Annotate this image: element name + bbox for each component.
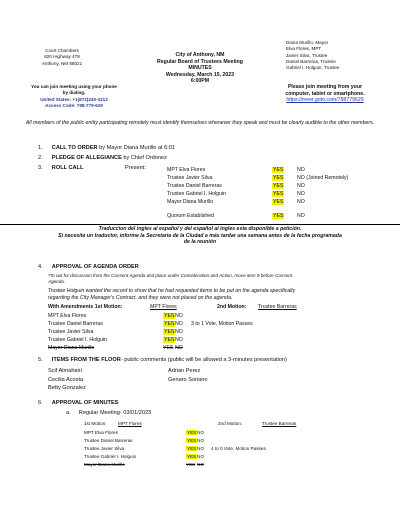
sub-item-title: Regular Meeting- 03/01/2023 — [78, 410, 152, 416]
yes-mark: YES — [187, 430, 197, 435]
no-mark: NO — [175, 321, 183, 327]
no-mark: NO — [297, 199, 305, 205]
meeting-name: Regular Board of Trustees Meeting — [157, 58, 243, 65]
item-title: ROLL CALL — [51, 165, 84, 171]
yes-mark: YES — [164, 337, 175, 343]
minutes-first-motion: MPT Flores — [118, 421, 142, 426]
yes-mark: YES — [273, 191, 284, 197]
item-text: by Mayor Diana Murillo at 6:01 — [99, 145, 176, 151]
public-comments-heading — [38, 357, 287, 364]
no-mark: NO — [297, 167, 305, 173]
speaker-name: Scif Almahairi — [48, 368, 82, 374]
no-mark: NO — [175, 329, 183, 335]
member-name: MPT Elva Flores — [167, 167, 206, 173]
computer-join-text: computer, tablet or smartphone. — [285, 90, 365, 97]
divider — [0, 224, 400, 225]
computer-join-text: Please join meeting from your — [287, 84, 363, 90]
phone-join-text: by dialing. — [62, 90, 86, 96]
official: Diana Murillo, Mayor — [286, 40, 329, 45]
agenda-motion-label: With Amendments 1st Motion: — [48, 304, 123, 310]
member-name: Trustee Daniel Barreras — [167, 183, 222, 189]
yes-mark: YES — [273, 175, 284, 181]
translation-line: Traduccion del ingles al español y del español al ingles esta disponible a petición. — [98, 226, 302, 232]
member-name: Trustee Daniel Barreras — [48, 321, 103, 327]
member-name: MPT Elva Flores — [84, 430, 118, 435]
member-name: Trustee Javier Silva — [167, 175, 213, 181]
official: Daniel Barreras, Trustee — [286, 58, 336, 64]
item-title: ITEMS FROM THE FLOOR — [51, 357, 121, 363]
member-name: Trustee Daniel Barreras — [84, 438, 133, 443]
sub-item-letter: a. — [66, 410, 71, 416]
no-mark: NO — [197, 438, 204, 443]
phone-number[interactable]: United States: +1(872)240-3212 — [40, 96, 108, 102]
computer-join-block — [252, 84, 398, 104]
speakers-right — [168, 367, 268, 384]
quorum-label: Quorum Established — [167, 213, 214, 219]
no-mark: NO — [297, 183, 305, 189]
item-number: 5. — [38, 357, 43, 363]
yes-mark: YES — [164, 329, 175, 335]
member-name: Trustee Gabriel I. Holguin — [167, 191, 226, 197]
vote-result: 3 to 1 Vote, Motion Passes — [191, 321, 253, 327]
remote-notice: All members of the public entity participating remotely must identify themselves whenever they speak and must be clearly audible to the other members. — [25, 120, 375, 126]
agenda-first-motion: MPT Flores — [150, 304, 177, 310]
item-number: 1. — [38, 145, 43, 151]
meeting-link[interactable]: https://meet.goto.com/788779629 — [286, 97, 364, 104]
meeting-title-block — [120, 52, 280, 85]
vote-result: 4 to 0 Vote, Motion Passes. — [211, 446, 267, 451]
meeting-date: Wednesday, March 15, 2023 — [165, 71, 235, 78]
yes-mark: YES — [273, 167, 284, 173]
no-mark: NO — [175, 313, 183, 319]
address-line: Anthony, NM 88021 — [41, 60, 83, 66]
minutes-motion-label: 1st Motion: — [84, 421, 107, 426]
no-mark: NO — [175, 337, 183, 343]
yes-mark: YES — [273, 213, 284, 219]
item-number: 6. — [38, 400, 43, 406]
holguin-line: regarding the City Manager's Contract, and they were not placed on the agenda. — [48, 294, 233, 301]
official: Javier Silva, Trustee — [286, 52, 328, 58]
translation-notice — [10, 226, 390, 246]
access-code: Access Code: 788-779-629 — [45, 102, 103, 108]
yes-mark: YES — [186, 462, 196, 467]
speaker-name: Betty Gonzalez — [48, 385, 86, 392]
item-number: 3. — [38, 165, 43, 171]
address-line: 820 Highway 478 — [44, 54, 80, 60]
no-mark: NO — [297, 191, 305, 197]
official: Gabriel I. Holguin, Trustee — [286, 65, 340, 71]
minutes-heading — [38, 400, 118, 407]
agenda-note-line: *To out for discussion from the Consent Agenda and place under Consideration and Action, move item 9 before Consent — [48, 273, 293, 278]
speaker-name: Genaro Soriano — [168, 376, 208, 383]
phone-join-text: You can join meeting using your phone — [31, 84, 117, 89]
member-name: Trustee Gabriel I. Holguin — [84, 454, 137, 459]
yes-mark: YES — [164, 321, 175, 327]
member-name: Trustee Javier Silva — [84, 446, 125, 451]
member-name: Mayor Diana Murillo — [84, 462, 125, 467]
yes-mark: YES — [187, 438, 197, 443]
speakers-left — [48, 367, 148, 393]
address-block — [22, 48, 102, 67]
member-name: Trustee Gabriel I. Holguin — [48, 337, 107, 343]
item-text: - public comments (public will be allowed a 3-minutes presentation) — [120, 357, 287, 363]
minutes-second-motion: Trustee Barreras — [262, 421, 297, 426]
agenda-second-motion: Trustee Barreras — [258, 304, 297, 310]
item-title: PLEDGE OF ALLEGIANCE — [51, 155, 122, 161]
member-name: Trustee Javier Silva — [48, 329, 94, 335]
yes-mark: YES — [187, 446, 197, 451]
present-label: Present: — [125, 165, 146, 171]
member-name: Mayor Diana Murillo — [167, 199, 214, 205]
no-mark: NO — [297, 213, 305, 219]
yes-mark: YES — [164, 313, 175, 319]
no-mark: NO — [197, 446, 204, 451]
agenda-heading — [38, 264, 139, 271]
yes-mark: YES — [163, 345, 174, 351]
yes-mark: YES — [273, 183, 284, 189]
agenda-note — [48, 273, 388, 286]
roll-call-heading — [38, 165, 83, 172]
holguin-statement — [48, 288, 393, 301]
phone-join-block — [4, 84, 144, 109]
item-text: by Chief Ordonez — [123, 155, 167, 161]
no-mark: NO — [197, 430, 204, 435]
item-title: APPROVAL OF AGENDA ORDER — [51, 264, 139, 270]
city-name: City of Anthony, NM — [175, 52, 225, 58]
item-number: 2. — [38, 155, 43, 161]
translation-line: Si necesita un traductor, informe la Secretaria de la Ciudad a más tardar una semana antes de la fecha programada — [58, 232, 342, 239]
member-name: Mayor Diana Murillo — [48, 345, 95, 351]
translation-line: de la reunión — [183, 239, 217, 246]
yes-mark: YES — [273, 199, 284, 205]
meeting-time: 6:00PM — [190, 78, 210, 85]
minutes-second-label: 2nd Motion: — [218, 421, 243, 426]
holguin-line: Trustee Holguin wanted the record to show that he had requested items to be put on the agenda specifically — [48, 288, 296, 294]
no-mark: NO — [175, 345, 183, 351]
speaker-name: Cecilia Acosta — [48, 376, 84, 383]
item-number: 4. — [38, 264, 43, 270]
official: Elva Flores, MPT — [286, 46, 322, 52]
member-name: MPT Elva Flores — [48, 313, 87, 319]
agenda-second-label: 2nd Motion: — [217, 304, 247, 310]
doc-type: MINUTES — [188, 65, 212, 72]
no-mark: NO — [197, 462, 204, 467]
item-title: CALL TO ORDER — [51, 145, 98, 151]
minutes-sub-item — [66, 410, 151, 417]
officials-block — [286, 40, 396, 71]
no-mark: NO (Joined Remotely) — [297, 175, 349, 181]
item-title: APPROVAL OF MINUTES — [51, 400, 119, 406]
pledge — [38, 155, 167, 162]
no-mark: NO — [197, 454, 204, 459]
address-line: Court Chambers — [45, 48, 79, 53]
speaker-name: Adrian Perez — [168, 368, 201, 374]
yes-mark: YES — [187, 454, 197, 459]
call-to-order — [38, 145, 175, 152]
agenda-note-line: Agenda. — [48, 279, 66, 285]
